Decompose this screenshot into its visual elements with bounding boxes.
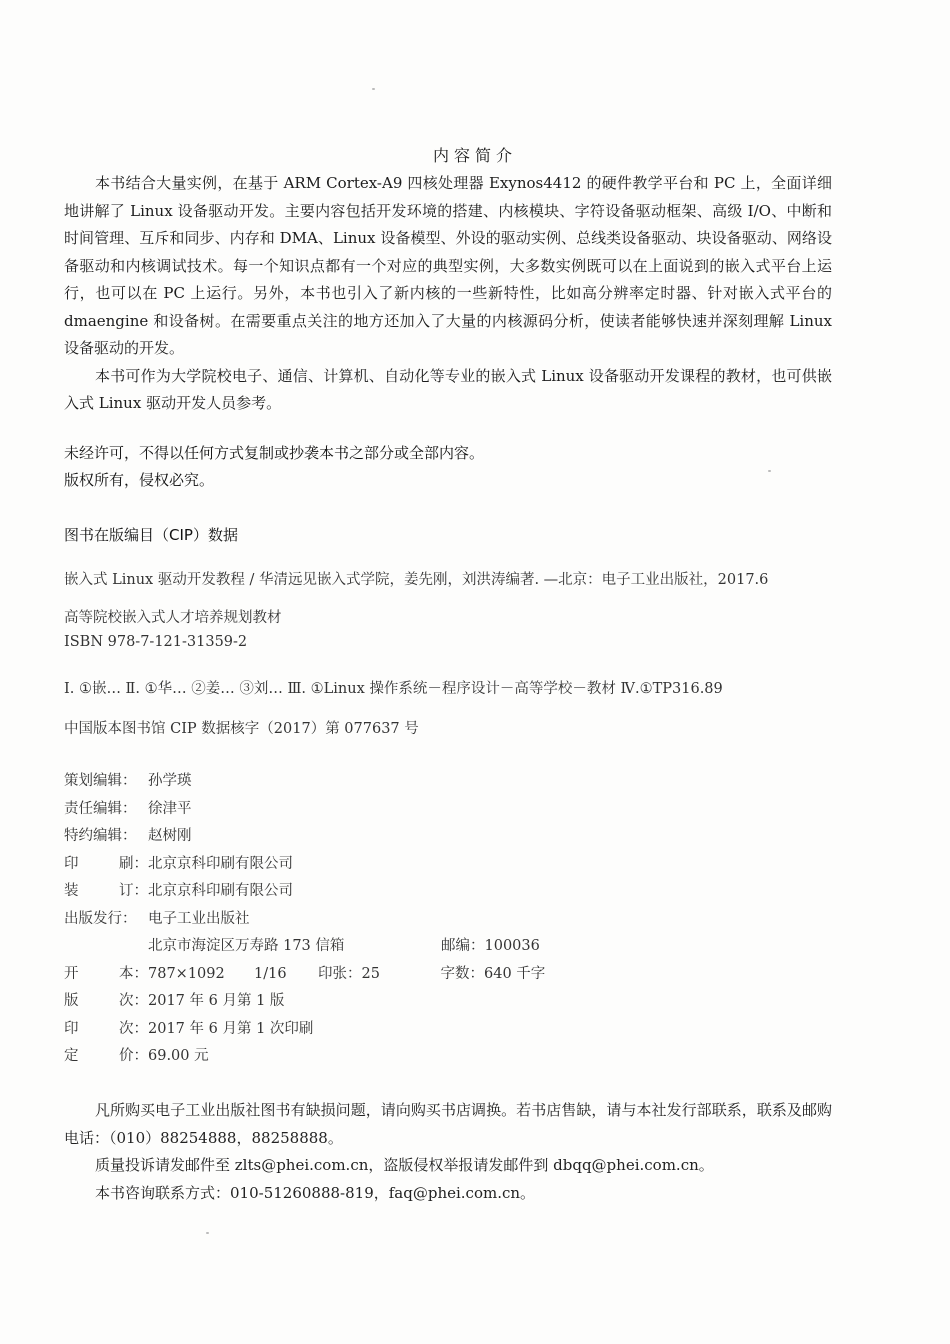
page-title: 内容简介: [432, 146, 517, 165]
pub-row-publisher: [64, 906, 545, 934]
pub-label-char: 定: [64, 1048, 79, 1064]
pub-row-edition: [64, 988, 545, 1016]
cip-line-2: 高等院校嵌入式人才培养规划教材: [64, 610, 282, 626]
pub-label: 策划编辑：: [64, 773, 137, 789]
pub-words: 640 千字: [484, 965, 546, 982]
pub-row-printing: [64, 851, 545, 879]
pub-label-char: 本：: [119, 965, 148, 982]
footer-paragraph-1: 凡所购买电子工业出版社图书有缺损问题，请向购买书店调换。若书店售缺，请与本社发行部联系，联系及邮购电话：（010）88254888，88258888。: [64, 1101, 832, 1147]
pub-label: 特约编辑：: [64, 828, 137, 844]
pub-label-char: 印: [64, 1020, 79, 1037]
pub-row-impression: [64, 1016, 545, 1044]
scan-speck: [768, 470, 771, 472]
pub-label-char: 次：: [119, 993, 148, 1009]
scan-speck: [372, 88, 375, 90]
pub-label-char: 印: [64, 855, 79, 872]
contact-footer: [64, 1097, 832, 1207]
pub-label-char: 价：: [119, 1048, 148, 1064]
pub-label: [64, 878, 148, 906]
cip-line-1: 嵌入式 Linux 驱动开发教程 / 华清远见嵌入式学院，姜先刚，刘洪涛编著. —北京：电子工业出版社，2017.6: [64, 572, 769, 588]
notice-line-2: 版权所有，侵权必究。: [64, 471, 215, 489]
copyright-notice: [64, 440, 484, 494]
pub-value: 2017 年 6 月第 1 次印刷: [148, 1020, 314, 1037]
content-summary: [64, 170, 832, 418]
pub-row-binding: [64, 878, 545, 906]
cip-record-number: 中国版本图书馆 CIP 数据核字（2017）第 077637 号: [64, 721, 419, 737]
pub-address: 北京市海淀区万寿路 173 信箱: [148, 938, 345, 954]
pub-label-char: 版: [64, 993, 79, 1009]
pub-words-label: 字数：: [440, 965, 484, 982]
pub-value: 69.00 元: [148, 1048, 209, 1064]
pub-sheets: 25: [361, 965, 380, 982]
cip-heading: 图书在版编目（CIP）数据: [64, 526, 238, 544]
pub-value: 赵树刚: [148, 828, 192, 844]
pub-label: [64, 1043, 148, 1071]
pub-value: 电子工业出版社: [148, 910, 250, 927]
pub-label-char: 次：: [119, 1020, 148, 1037]
pub-value: 北京京科印刷有限公司: [148, 883, 293, 899]
pub-value: 2017 年 6 月第 1 版: [148, 993, 285, 1009]
pub-label: [64, 1016, 148, 1044]
pub-sheets-label: 印张：: [318, 965, 362, 982]
scan-speck: [206, 1232, 209, 1234]
pub-label: 责任编辑：: [64, 800, 137, 817]
cip-isbn: ISBN 978-7-121-31359-2: [64, 634, 248, 650]
footer-paragraph-2: 质量投诉请发邮件至 zlts@phei.com.cn，盗版侵权举报请发邮件到 dbqq@phei.com.cn。: [95, 1156, 714, 1174]
pub-label: [64, 851, 148, 879]
pub-value: 北京京科印刷有限公司: [148, 855, 293, 872]
notice-line-1: 未经许可，不得以任何方式复制或抄袭本书之部分或全部内容。: [64, 444, 485, 462]
pub-row-responsible-editor: [64, 796, 545, 824]
pub-row-planning-editor: [64, 768, 545, 796]
pub-format: 787×1092: [148, 965, 225, 982]
pub-label: [64, 988, 148, 1016]
pub-label-char: 开: [64, 965, 79, 982]
pub-value: 孙学瑛: [148, 773, 192, 789]
pub-row-special-editor: [64, 823, 545, 851]
pub-value: 徐津平: [148, 800, 192, 817]
summary-paragraph-1: 本书结合大量实例，在基于 ARM Cortex-A9 四核处理器 Exynos4412 的硬件教学平台和 PC 上，全面详细地讲解了 Linux 设备驱动开发。主要内容包括开发环境的搭建、内核模块、字符设备驱动框架、高级 I/O、中断和时间管理、互斥和同步、内存和 DMA、Linux 设备模型、外设的驱动实例、总线类设备驱动、块设备驱动、网络设备驱动和内核调试技术。每一个知识点都有一个对应的典型实例，大多数实例既可以在上面说到的嵌入式平台上运行，也可以在 PC 上运行。另外，本书也引入了新内核的一些新特性，比如高分辨率定时器、针对嵌入式平台的 dmaengine 和设备树。在需要重点关注的地方还加入了大量的内核源码分析，使读者能够快速并深刻理解 Linux 设备驱动的开发。: [64, 174, 832, 357]
pub-label: [64, 961, 148, 989]
pub-label-char: 订：: [119, 883, 148, 899]
pub-row-format: [64, 961, 545, 989]
pub-row-address: [64, 933, 545, 961]
pub-label: 出版发行：: [64, 910, 137, 927]
cip-classification: Ⅰ. ①嵌… Ⅱ. ①华… ②姜… ③刘… Ⅲ. ①Linux 操作系统－程序设计－高等学校－教材 Ⅳ.①TP316.89: [64, 681, 723, 697]
publication-info: [64, 768, 545, 1071]
pub-format-fraction: 1/16: [254, 965, 287, 982]
summary-paragraph-2: 本书可作为大学院校电子、通信、计算机、自动化等专业的嵌入式 Linux 设备驱动开发课程的教材，也可供嵌入式 Linux 驱动开发人员参考。: [64, 366, 832, 412]
footer-paragraph-3: 本书咨询联系方式：010-51260888-819，faq@phei.com.cn。: [95, 1183, 536, 1202]
pub-postcode: 100036: [484, 938, 540, 954]
pub-label-char: 装: [64, 883, 79, 899]
pub-row-price: [64, 1043, 545, 1071]
pub-label-char: 刷：: [119, 855, 148, 872]
pub-postcode-label: 邮编：: [441, 938, 485, 954]
